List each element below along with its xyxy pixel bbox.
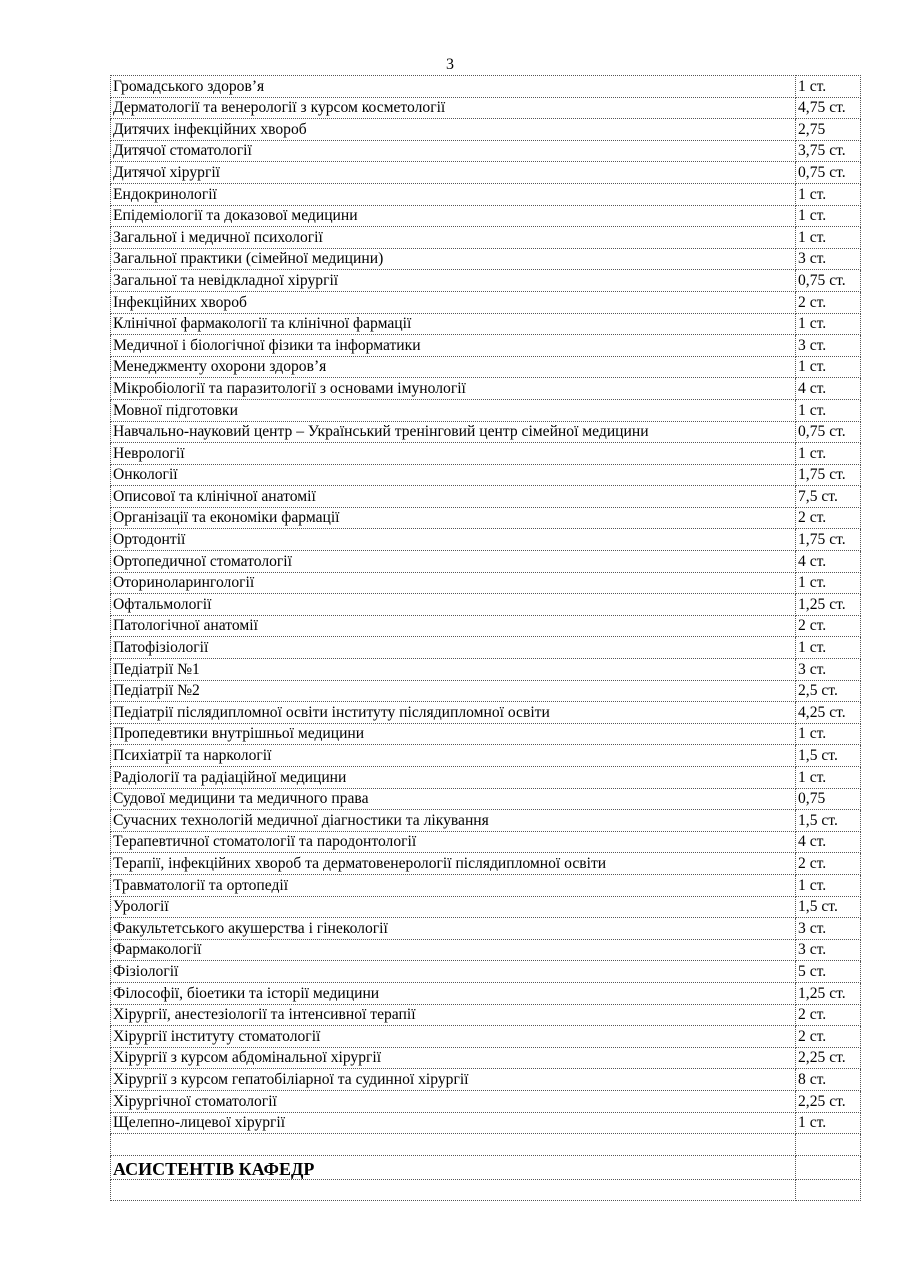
staff-rate: 2 ст.: [796, 507, 861, 529]
staff-rate: 1 ст.: [796, 76, 861, 98]
staff-rate: 2,25 ст.: [796, 1047, 861, 1069]
table-row: [111, 572, 861, 594]
table-row: [111, 702, 861, 724]
table-row: [111, 896, 861, 918]
table-row: [111, 205, 861, 227]
table-row: [111, 1090, 861, 1112]
table-row: [111, 76, 861, 98]
department-name: Хірургії інституту стоматології: [111, 1026, 796, 1048]
staff-rate: 0,75 ст.: [796, 421, 861, 443]
department-name: Організації та економіки фармації: [111, 507, 796, 529]
department-name: Дитячої стоматології: [111, 140, 796, 162]
department-name: Філософії, біоетики та історії медицини: [111, 982, 796, 1004]
department-name: Мовної підготовки: [111, 399, 796, 421]
table-footer: [111, 1134, 861, 1201]
staff-rate: 2,25 ст.: [796, 1090, 861, 1112]
table-row: [111, 1047, 861, 1069]
staff-rate: 0,75: [796, 788, 861, 810]
department-name: Терапії, інфекційних хвороб та дерматовенерології післядипломної освіти: [111, 853, 796, 875]
staff-rate: 2 ст.: [796, 291, 861, 313]
department-name: Факультетського акушерства і гінекології: [111, 918, 796, 940]
department-name: Педіатрії №2: [111, 680, 796, 702]
staff-rate: 4 ст.: [796, 831, 861, 853]
table-row: [111, 810, 861, 832]
table-row: [111, 594, 861, 616]
department-name: Ортодонтії: [111, 529, 796, 551]
department-name: Дитячої хірургії: [111, 162, 796, 184]
table-row: [111, 399, 861, 421]
staff-rate: 4 ст.: [796, 378, 861, 400]
staff-rate: 3 ст.: [796, 248, 861, 270]
department-name: Загальної та невідкладної хірургії: [111, 270, 796, 292]
staff-rate: 1 ст.: [796, 874, 861, 896]
department-name: Пропедевтики внутрішньої медицини: [111, 723, 796, 745]
department-name: Інфекційних хвороб: [111, 291, 796, 313]
staff-rate: 1 ст.: [796, 399, 861, 421]
empty-cell: [796, 1179, 861, 1201]
staff-rate: 1 ст.: [796, 313, 861, 335]
department-name: Ендокринології: [111, 183, 796, 205]
staff-rate: 1 ст.: [796, 443, 861, 465]
staff-rate: 1 ст.: [796, 205, 861, 227]
staff-rate: 3 ст.: [796, 659, 861, 681]
staff-rate: 2,5 ст.: [796, 680, 861, 702]
department-name: Навчально-науковий центр – Український тренінговий центр сімейної медицини: [111, 421, 796, 443]
staff-rate: 3,75 ст.: [796, 140, 861, 162]
table-row: [111, 486, 861, 508]
empty-row: [111, 1134, 861, 1156]
table-row: [111, 874, 861, 896]
staff-rate: 1,5 ст.: [796, 745, 861, 767]
staff-rate: 1 ст.: [796, 227, 861, 249]
table-row: [111, 853, 861, 875]
table-row: [111, 97, 861, 119]
staff-rate: 2 ст.: [796, 1026, 861, 1048]
department-name: Сучасних технологій медичної діагностики та лікування: [111, 810, 796, 832]
department-name: Терапевтичної стоматології та пародонтології: [111, 831, 796, 853]
staff-rate: 1 ст.: [796, 356, 861, 378]
department-name: Дерматології та венерології з курсом косметології: [111, 97, 796, 119]
department-name: Загальної практики (сімейної медицини): [111, 248, 796, 270]
department-name: Ортопедичної стоматології: [111, 551, 796, 573]
department-name: Фізіології: [111, 961, 796, 983]
staff-rate: 1 ст.: [796, 637, 861, 659]
staff-rate: 1 ст.: [796, 572, 861, 594]
department-name: Епідеміології та доказової медицини: [111, 205, 796, 227]
department-rates-table: [110, 75, 861, 1201]
department-name: Фармакології: [111, 939, 796, 961]
department-name: Мікробіології та паразитології з основами імунології: [111, 378, 796, 400]
staff-rate: 1,5 ст.: [796, 896, 861, 918]
department-name: Хірургії з курсом гепатобіліарної та судинної хірургії: [111, 1069, 796, 1091]
department-name: Психіатрії та наркології: [111, 745, 796, 767]
table-row: [111, 162, 861, 184]
table-body: [111, 76, 861, 1134]
department-name: Загальної і медичної психології: [111, 227, 796, 249]
empty-cell: [796, 1134, 861, 1156]
staff-rate: 1 ст.: [796, 767, 861, 789]
table-row: [111, 248, 861, 270]
empty-row: [111, 1179, 861, 1201]
department-name: Судової медицини та медичного права: [111, 788, 796, 810]
table-row: [111, 356, 861, 378]
table-row: [111, 1112, 861, 1134]
table-row: [111, 464, 861, 486]
staff-rate: 1 ст.: [796, 723, 861, 745]
staff-rate: 1,75 ст.: [796, 529, 861, 551]
department-name: Хірургії з курсом абдомінальної хірургії: [111, 1047, 796, 1069]
empty-cell: [111, 1134, 796, 1156]
table-row: [111, 615, 861, 637]
department-name: Офтальмології: [111, 594, 796, 616]
department-name: Громадського здоров’я: [111, 76, 796, 98]
department-name: Урології: [111, 896, 796, 918]
department-name: Дитячих інфекційних хвороб: [111, 119, 796, 141]
table-row: [111, 659, 861, 681]
table-row: [111, 378, 861, 400]
department-name: Травматології та ортопедії: [111, 874, 796, 896]
department-name: Хірургічної стоматології: [111, 1090, 796, 1112]
staff-rate: 2 ст.: [796, 853, 861, 875]
table-row: [111, 1069, 861, 1091]
table-row: [111, 291, 861, 313]
staff-rate: 5 ст.: [796, 961, 861, 983]
table-row: [111, 723, 861, 745]
table-row: [111, 831, 861, 853]
table-row: [111, 1026, 861, 1048]
staff-rate: 2 ст.: [796, 615, 861, 637]
staff-rate: 1 ст.: [796, 1112, 861, 1134]
staff-rate: 1,5 ст.: [796, 810, 861, 832]
staff-rate: 8 ст.: [796, 1069, 861, 1091]
table-row: [111, 745, 861, 767]
staff-rate: 4,25 ст.: [796, 702, 861, 724]
section-heading: АСИСТЕНТІВ КАФЕДР: [111, 1155, 796, 1179]
table-row: [111, 961, 861, 983]
table-row: [111, 680, 861, 702]
staff-rate: 1 ст.: [796, 183, 861, 205]
table-row: [111, 313, 861, 335]
table-row: [111, 529, 861, 551]
table-row: [111, 335, 861, 357]
staff-rate: 4 ст.: [796, 551, 861, 573]
empty-cell: [111, 1179, 796, 1201]
table-row: [111, 939, 861, 961]
staff-rate: 3 ст.: [796, 918, 861, 940]
staff-rate: 1,25 ст.: [796, 594, 861, 616]
department-name: Клінічної фармакології та клінічної фармації: [111, 313, 796, 335]
staff-rate: 3 ст.: [796, 939, 861, 961]
department-name: Хірургії, анестезіології та інтенсивної терапії: [111, 1004, 796, 1026]
table-row: [111, 918, 861, 940]
table-row: [111, 788, 861, 810]
page-number: 3: [446, 56, 454, 73]
department-name: Радіології та радіаційної медицини: [111, 767, 796, 789]
table-row: [111, 767, 861, 789]
department-name: Патофізіології: [111, 637, 796, 659]
empty-cell: [796, 1155, 861, 1179]
table-row: [111, 227, 861, 249]
table-row: [111, 551, 861, 573]
table-row: [111, 270, 861, 292]
staff-rate: 2,75: [796, 119, 861, 141]
table-row: [111, 637, 861, 659]
table-row: [111, 1004, 861, 1026]
department-name: Неврології: [111, 443, 796, 465]
table-row: [111, 443, 861, 465]
staff-rate: 0,75 ст.: [796, 270, 861, 292]
table-row: [111, 982, 861, 1004]
table-row: [111, 507, 861, 529]
section-heading-row: [111, 1155, 861, 1179]
department-name: Педіатрії №1: [111, 659, 796, 681]
department-name: Оториноларингології: [111, 572, 796, 594]
department-name: Описової та клінічної анатомії: [111, 486, 796, 508]
department-name: Щелепно-лицевої хірургії: [111, 1112, 796, 1134]
staff-rate: 1,25 ст.: [796, 982, 861, 1004]
table-row: [111, 183, 861, 205]
staff-rate: 1,75 ст.: [796, 464, 861, 486]
staff-rate: 7,5 ст.: [796, 486, 861, 508]
staff-rate: 3 ст.: [796, 335, 861, 357]
table-row: [111, 421, 861, 443]
department-name: Педіатрії післядипломної освіти інституту післядипломної освіти: [111, 702, 796, 724]
table-row: [111, 140, 861, 162]
staff-rate: 2 ст.: [796, 1004, 861, 1026]
department-name: Менеджменту охорони здоров’я: [111, 356, 796, 378]
department-name: Онкології: [111, 464, 796, 486]
table-row: [111, 119, 861, 141]
staff-rate: 0,75 ст.: [796, 162, 861, 184]
department-name: Медичної і біологічної фізики та інформатики: [111, 335, 796, 357]
department-name: Патологічної анатомії: [111, 615, 796, 637]
staff-rate: 4,75 ст.: [796, 97, 861, 119]
